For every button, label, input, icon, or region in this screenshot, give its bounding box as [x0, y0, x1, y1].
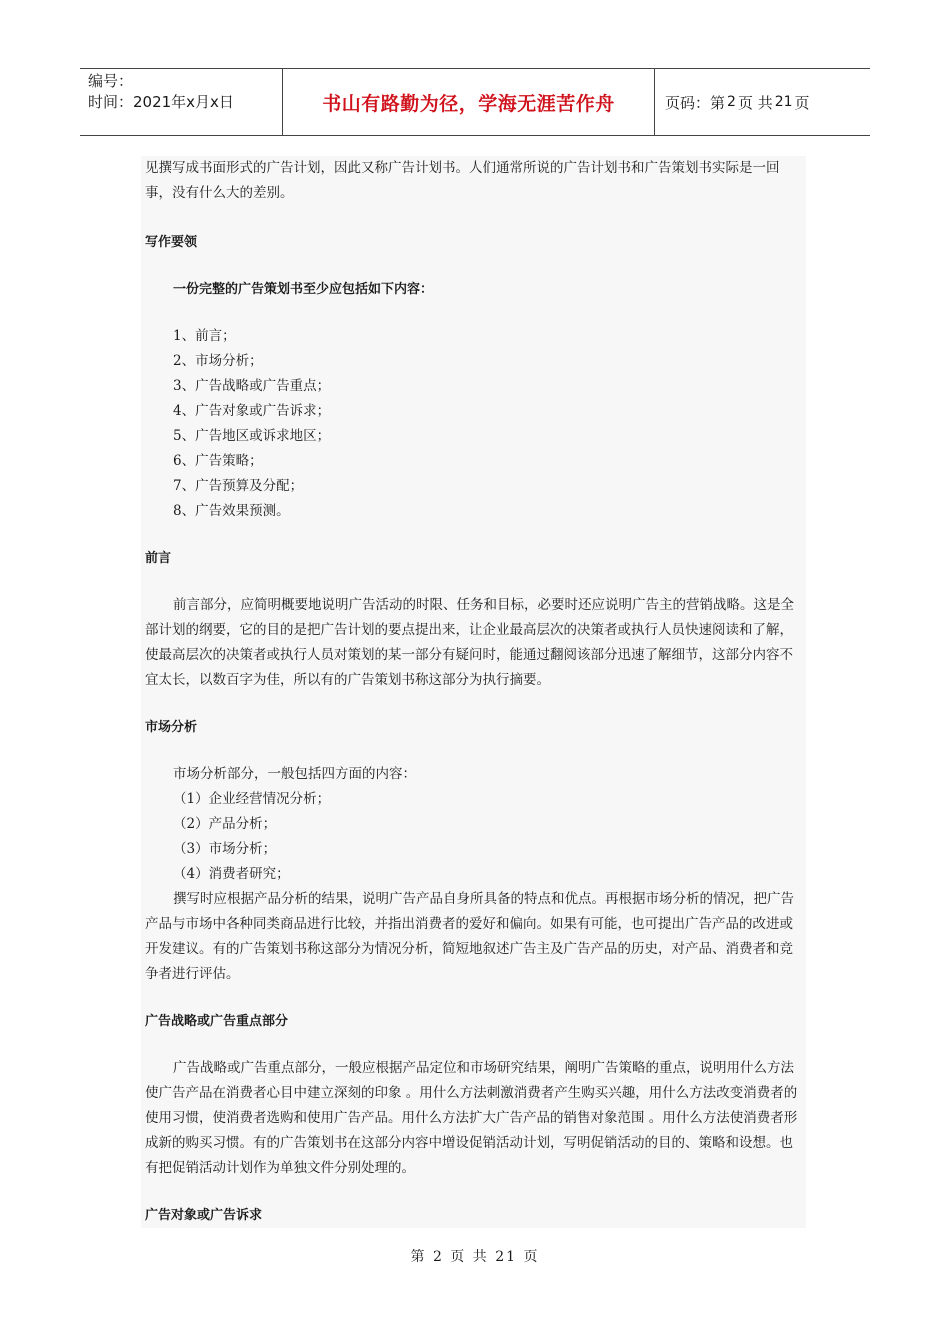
market-list: [145, 787, 802, 887]
contents-list: [145, 324, 802, 524]
list-item: 4、广告对象或广告诉求；: [173, 403, 331, 419]
list-item: （1）企业经营情况分析；: [173, 791, 331, 807]
document-body: [141, 156, 806, 1228]
page-header: [80, 68, 870, 136]
list-item: 8、广告效果预测。: [173, 503, 290, 519]
list-item: 3、广告战略或广告重点；: [173, 378, 331, 394]
list-item: （4）消费者研究；: [173, 866, 290, 882]
section-heading-preface: 前言: [145, 551, 172, 566]
section-heading-target: 广告对象或广告诉求: [145, 1208, 263, 1223]
page-current: 2: [727, 94, 736, 110]
page-mid: 页 共: [737, 93, 773, 112]
page-suffix: 页: [794, 93, 810, 112]
list-item: （2）产品分析；: [173, 816, 277, 832]
motto: 书山有路勤为径，学海无涯苦作舟: [322, 92, 615, 115]
strategy-paragraph: 广告战略或广告重点部分，一般应根据产品定位和市场研究结果，阐明广告策略的重点，说明用什么方法使广告产品在消费者心目中建立深刻的印象 。用什么方法刺激消费者产生购买兴趣，用什么方法改变消费者的使用习惯，使消费者选购和使用广告产品。用什么方法扩大广告产品的销售对象范围 。用什么方法使消费者形成新的购买习惯。有的广告策划书在这部分内容中增设促销活动计划，写明促销活动的目的、策略和设想。也有把促销活动计划作为单独文件分别处理的。: [145, 1060, 798, 1176]
list-item: 5、广告地区或诉求地区；: [173, 428, 331, 444]
header-left-cell: [80, 69, 282, 135]
list-item: 6、广告策略；: [173, 453, 263, 469]
time-label: 时间：2021年x月x日: [88, 93, 234, 111]
list-item: （3）市场分析；: [173, 841, 277, 857]
section-heading-strategy: 广告战略或广告重点部分: [145, 1014, 289, 1029]
page-total: 21: [774, 94, 793, 110]
preface-paragraph: 前言部分，应简明概要地说明广告活动的时限、任务和目标，必要时还应说明广告主的营销战略。这是全部计划的纲要，它的目的是把广告计划的要点提出来，让企业最高层次的决策者或执行人员快速阅读和了解，使最高层次的决策者或执行人员对策划的某一部分有疑问时，能通过翻阅该部分迅速了解细节，这部分内容不宜太长，以数百字为佳，所以有的广告策划书称这部分为执行摘要。: [145, 597, 794, 688]
page-prefix: 页码：第: [665, 93, 726, 112]
section-heading-market: 市场分析: [145, 720, 198, 735]
market-lead: 市场分析部分，一般包括四方面的内容：: [173, 766, 416, 782]
writing-lead: 一份完整的广告策划书至少应包括如下内容：: [173, 282, 434, 297]
intro-paragraph: 见撰写成书面形式的广告计划，因此又称广告计划书。人们通常所说的广告计划书和广告策划书实际是一回事，没有什么大的差别。: [145, 160, 780, 201]
list-item: 2、市场分析；: [173, 353, 263, 369]
market-paragraph: 撰写时应根据产品分析的结果，说明广告产品自身所具备的特点和优点。再根据市场分析的情况，把广告产品与市场中各种同类商品进行比较，并指出消费者的爱好和偏向。如果有可能，也可提出广告产品的改进或开发建议。有的广告策划书称这部分为情况分析，简短地叙述广告主及广告产品的历史，对产品、消费者和竞争者进行评估。: [145, 891, 794, 982]
header-page-cell: [655, 69, 870, 135]
section-heading-writing: 写作要领: [145, 235, 198, 250]
page-footer: 第 2 页 共 21 页: [410, 1249, 540, 1265]
list-item: 7、广告预算及分配；: [173, 478, 304, 494]
list-item: 1、前言；: [173, 328, 236, 344]
header-motto-cell: [282, 69, 655, 135]
number-label: 编号：: [88, 72, 134, 90]
